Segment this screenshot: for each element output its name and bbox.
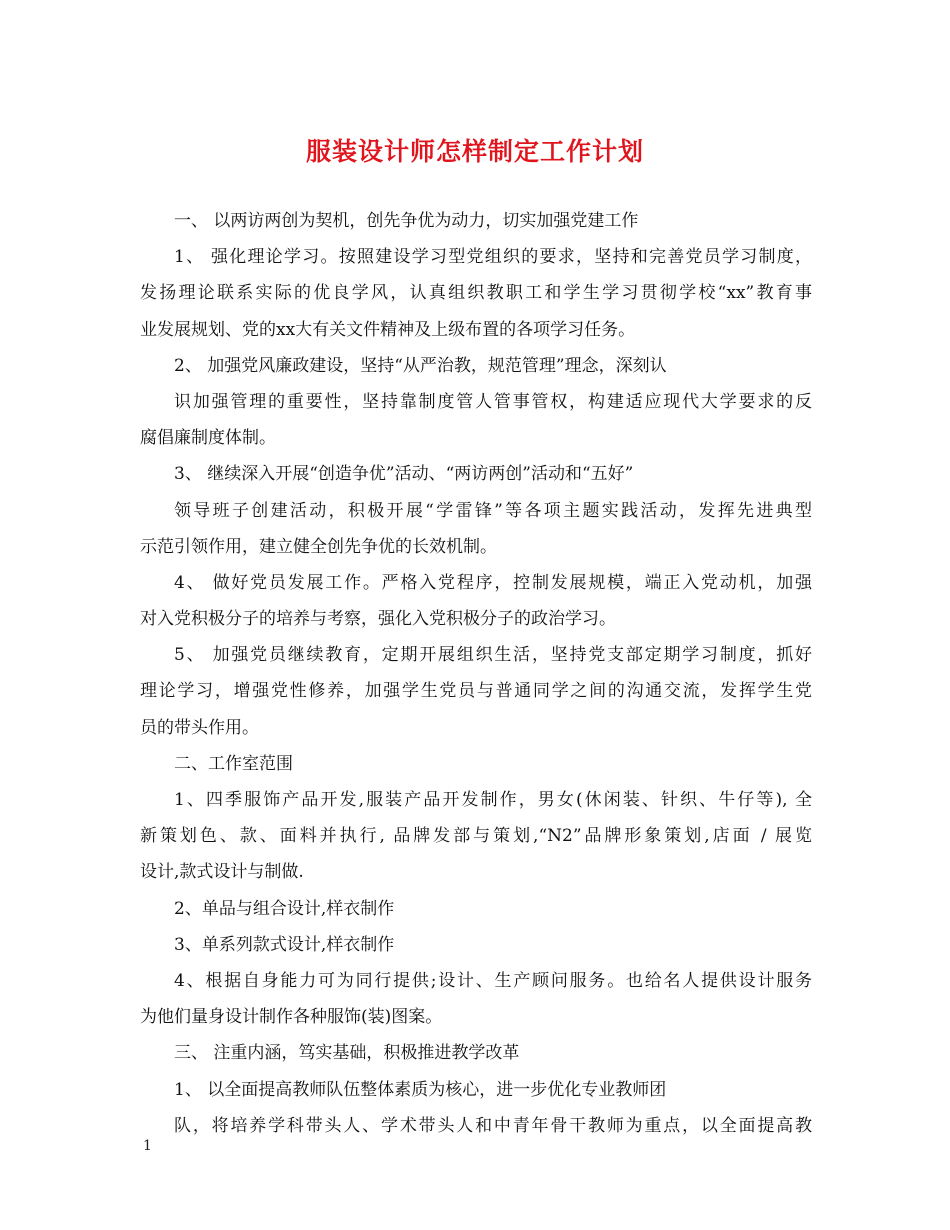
section-heading: 二、工作室范围 [174,753,293,774]
paragraph-line: 3、 继续深入开展“创造争优”活动、“两访两创”活动和“五好” [174,464,634,485]
paragraph-line: 设计,款式设计与制做. [140,862,304,883]
paragraph-line: 示范引领作用，建立健全创先争优的长效机制。 [140,536,497,557]
paragraph-line: 1、 以全面提高教师队伍整体素质为核心，进一步优化专业教师团 [174,1079,667,1100]
paragraph-line: 新策划色、款、面料并执行, 品牌发部与策划,“N2”品牌形象策划,店面 / 展览 [140,826,812,847]
paragraph-line: 2、单品与组合设计,样衣制作 [174,898,395,919]
page-number: 1 [143,1138,152,1154]
paragraph-line: 2、 加强党风廉政建设，坚持“从严治教，规范管理”理念，深刻认 [174,355,667,376]
paragraph-line: 4、 做好党员发展工作。严格入党程序，控制发展规模，端正入党动机，加强 [174,572,812,593]
section-heading: 一、 以两访两创为契机，创先争优为动力，切实加强党建工作 [174,211,639,231]
paragraph-line: 领导班子创建活动，积极开展“学雷锋”等各项主题实践活动，发挥先进典型 [174,500,812,521]
paragraph-line: 队，将培养学科带头人、学术带头人和中青年骨干教师为重点，以全面提高教 [174,1115,812,1136]
paragraph-line: 为他们量身设计制作各种服饰(装)图案。 [140,1007,443,1028]
paragraph-line: 理论学习，增强党性修养，加强学生党员与普通同学之间的沟通交流，发挥学生党 [140,681,812,702]
paragraph-line: 3、单系列款式设计,样衣制作 [174,934,395,955]
paragraph-line: 对入党积极分子的培养与考察，强化入党积极分子的政治学习。 [140,609,616,630]
document-title: 服装设计师怎样制定工作计划 [305,137,644,166]
paragraph-line: 发扬理论联系实际的优良学风，认真组织教职工和学生学习贯彻学校“xx”教育事 [140,283,812,304]
paragraph-line: 5、 加强党员继续教育，定期开展组织生活，坚持党支部定期学习制度，抓好 [174,645,812,666]
paragraph-line: 识加强管理的重要性，坚持靠制度管人管事管权，构建适应现代大学要求的反 [174,391,812,412]
paragraph-line: 1、 强化理论学习。按照建设学习型党组织的要求，坚持和完善党员学习制度， [174,247,812,268]
paragraph-line: 员的带头作用。 [140,717,259,738]
paragraph-line: 1、四季服饰产品开发,服装产品开发制作，男女(休闲装、针织、牛仔等), 全 [174,790,812,810]
paragraph-line: 腐倡廉制度体制。 [140,428,276,449]
section-heading: 三、 注重内涵，笃实基础，积极推进教学改革 [174,1043,520,1064]
paragraph-line: 业发展规划、党的xx大有关文件精神及上级布置的各项学习任务。 [140,319,636,340]
paragraph-line: 4、根据自身能力可为同行提供;设计、生产顾问服务。也给名人提供设计服务 [174,970,812,991]
document-body [140,203,812,1144]
